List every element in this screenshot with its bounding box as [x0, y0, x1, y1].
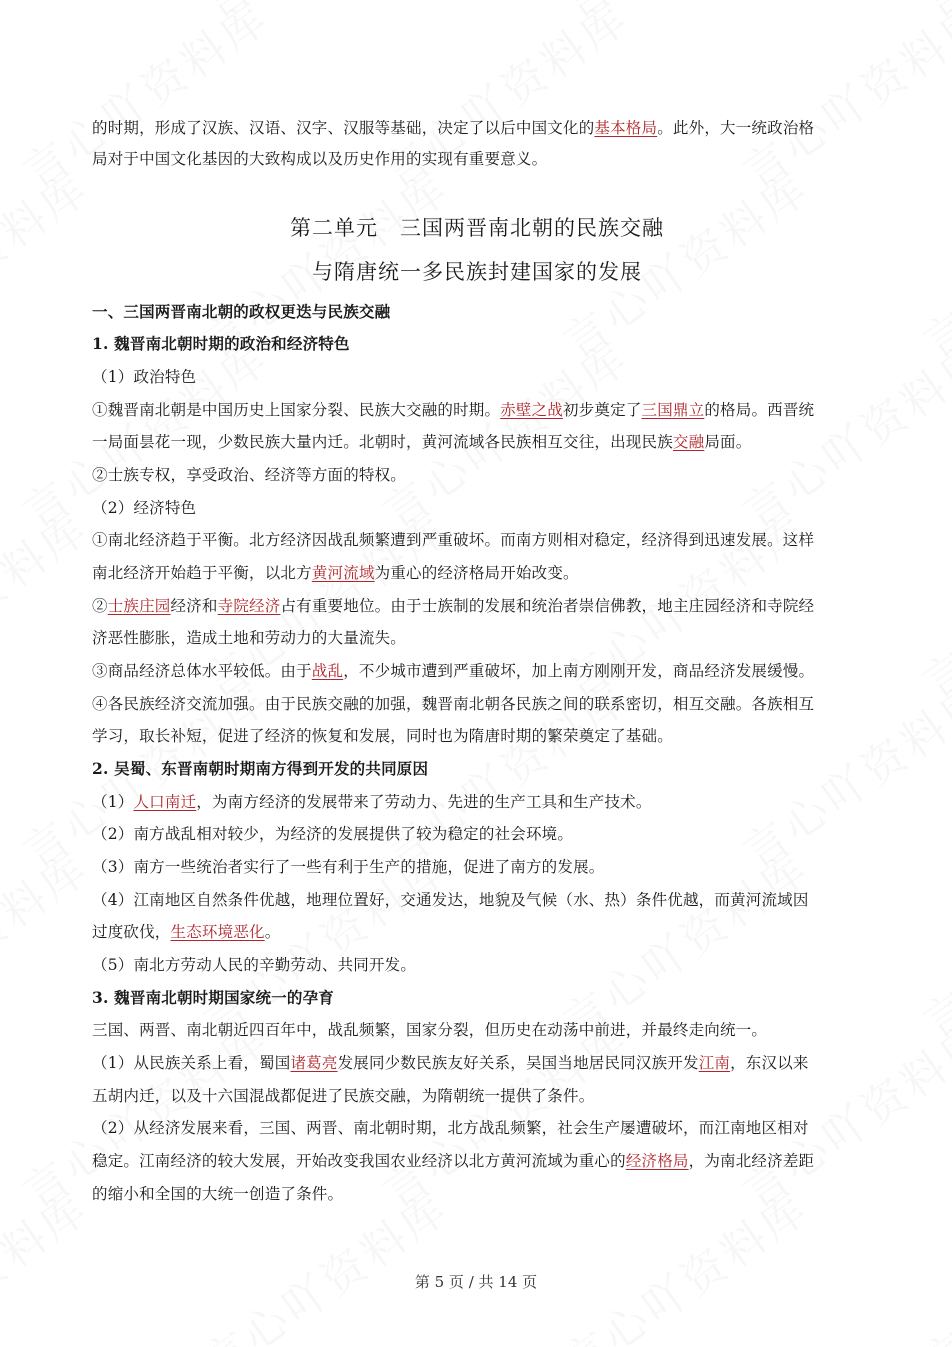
body-text: （5）南北方劳动人民的辛勤劳动、共同开发。 [92, 956, 417, 974]
economic-p2-line-1 [92, 596, 814, 616]
watermark-text [0, 493, 100, 711]
unification-item-2-line-2 [92, 1151, 814, 1171]
watermark-text [908, 153, 952, 371]
political-p1-line-2 [92, 432, 751, 452]
political-heading: （1）政治特色 [92, 368, 197, 386]
economic-p4-line-1 [92, 694, 814, 714]
watermark-text [728, 1343, 952, 1347]
body-text: 经济和 [170, 597, 218, 615]
key-term-highlight: 寺院经济 [217, 597, 281, 615]
watermark-text [8, 1343, 281, 1347]
economic-p2-line-2 [92, 628, 406, 648]
economic-p3 [92, 661, 814, 681]
unification-item-1-line-1 [92, 1053, 809, 1073]
intro-line-1 [92, 118, 814, 138]
body-text: ，东汉以来 [730, 1054, 809, 1072]
body-text: 初步奠定了 [563, 401, 642, 419]
unification-item-1-line-2 [92, 1086, 594, 1106]
watermark-text [8, 0, 281, 201]
reason-item-1 [92, 792, 652, 812]
watermark-text [368, 1343, 641, 1347]
body-text: 三国、两晋、南北朝近四百年中，战乱频繁，国家分裂，但历史在动荡中前进，并最终走向统一。 [92, 1021, 768, 1039]
watermark-text [368, 0, 641, 201]
body-text: ④各民族经济交流加强。由于民族交融的加强，魏晋南北朝各民族之间的联系密切，相互交融。各族相互 [92, 695, 815, 713]
body-text: 局对于中国文化基因的大致构成以及历史作用的实现有重要意义。 [92, 150, 548, 168]
body-text: 的时期，形成了汉族、汉语、汉字、汉服等基础，决定了以后中国文化的 [92, 119, 595, 137]
key-term-highlight: 基本格局 [594, 119, 658, 137]
watermark-text [0, 1173, 100, 1347]
unification-item-2-line-3 [92, 1184, 343, 1204]
unification-intro [92, 1020, 767, 1040]
watermark-text [188, 0, 461, 31]
intro-line-2 [92, 149, 547, 169]
body-text: 南北经济开始趋于平衡，以北方 [92, 564, 312, 582]
key-term-highlight: 诸葛亮 [290, 1054, 338, 1072]
unit-title-line-1: 第二单元 三国两晋南北朝的民族交融 [290, 216, 664, 240]
key-term-highlight: 士族庄园 [107, 597, 171, 615]
key-term-highlight: 生态环境恶化 [170, 923, 265, 941]
body-text: 占有重要地位。由于士族制的发展和统治者崇信佛教，地主庄园经济和寺院经 [280, 597, 815, 615]
economic-p1-line-2 [92, 563, 579, 583]
body-text: 一局面昙花一现，少数民族大量内迁。北朝时，黄河流域各民族相互交往，出现民族 [92, 433, 673, 451]
body-text: ，为南方经济的发展带来了劳动力、先进的生产工具和生产技术。 [196, 793, 652, 811]
body-text: 的缩小和全国的大统一创造了条件。 [92, 1185, 344, 1203]
subsection-heading-3: 3. 魏晋南北朝时期国家统一的孕育 [92, 988, 334, 1007]
body-text: 。此外，大一统政治格 [657, 119, 815, 137]
reason-item-3 [92, 857, 604, 877]
economic-heading: （2）经济特色 [92, 499, 197, 517]
economic-p4-line-2 [92, 726, 673, 746]
key-term-highlight: 黄河流域 [311, 564, 375, 582]
unit-title-line-2: 与隋唐统一多民族封建国家的发展 [312, 260, 642, 284]
reason-item-4-line-1 [92, 890, 809, 910]
watermark-text [548, 1173, 821, 1347]
body-text: 。 [264, 923, 281, 941]
watermark-text [728, 323, 952, 541]
body-text: 为重心的经济格局开始改变。 [374, 564, 579, 582]
political-p2 [92, 465, 406, 485]
body-text: 过度砍伐， [92, 923, 171, 941]
watermark-text [908, 1173, 952, 1347]
body-text: ，不少城市遭到严重破坏，加上南方刚刚开发，商品经济发展缓慢。 [343, 662, 815, 680]
body-text: （1）从民族关系上看，蜀国 [92, 1054, 291, 1072]
watermark-text [908, 493, 952, 711]
body-text: ，为南北经济差距 [688, 1152, 815, 1170]
reason-item-5 [92, 955, 416, 975]
subsection-heading-2: 2. 吴蜀、东晋南朝时期南方得到开发的共同原因 [92, 759, 429, 778]
watermark-text [0, 153, 100, 371]
key-term-highlight: 战乱 [311, 662, 344, 680]
key-term-highlight: 江南 [698, 1054, 731, 1072]
body-text: ②士族专权，享受政治、经济等方面的特权。 [92, 466, 407, 484]
body-text: （4）江南地区自然条件优越，地理位置好，交通发达，地貌及气候（水、热）条件优越，而黄河流域因 [92, 891, 809, 909]
body-text: 的格局。西晋统 [704, 401, 815, 419]
body-text: ③商品经济总体水平较低。由于 [92, 662, 312, 680]
section-heading: 一、三国两晋南北朝的政权更迭与民族交融 [92, 302, 391, 321]
body-text: （1） [92, 793, 134, 811]
watermark-text [548, 0, 821, 31]
political-p1-line-1 [92, 400, 814, 420]
watermark-text [0, 0, 100, 31]
body-text: 局面。 [704, 433, 752, 451]
body-text: （2）南方战乱相对较少，为经济的发展提供了较为稳定的社会环境。 [92, 825, 574, 843]
watermark-text [728, 0, 952, 201]
economic-p1-line-1 [92, 530, 814, 550]
watermark-text [908, 833, 952, 1051]
body-text: 济恶性膨胀，造成土地和劳动力的大量流失。 [92, 629, 407, 647]
subsection-heading-1: 1. 魏晋南北朝时期的政治和经济特色 [92, 334, 350, 353]
key-term-highlight: 人口南迁 [133, 793, 197, 811]
body-text: （3）南方一些统治者实行了一些有利于生产的措施，促进了南方的发展。 [92, 858, 605, 876]
reason-item-2 [92, 824, 573, 844]
watermark-text [0, 833, 100, 1051]
unification-item-2-line-1 [92, 1118, 809, 1138]
page-number-footer: 第 5 页 / 共 14 页 [414, 1273, 538, 1291]
key-term-highlight: 交融 [672, 433, 705, 451]
watermark-text [908, 0, 952, 31]
body-text: 发展同少数民族友好关系，吴国当地居民同汉族开发 [337, 1054, 699, 1072]
body-text: （2）从经济发展来看，三国、两晋、南北朝时期，北方战乱频繁，社会生产屡遭破坏，而江南地区相对 [92, 1119, 809, 1137]
body-text: ①魏晋南北朝是中国历史上国家分裂、民族大交融的时期。 [92, 401, 501, 419]
key-term-highlight: 赤壁之战 [500, 401, 564, 419]
key-term-highlight: 三国鼎立 [641, 401, 705, 419]
body-text: ①南北经济趋于平衡。北方经济因战乱频繁遭到严重破坏。而南方则相对稳定，经济得到迅速发展。这样 [92, 531, 815, 549]
body-text: 五胡内迁，以及十六国混战都促进了民族交融，为隋朝统一提供了条件。 [92, 1087, 595, 1105]
body-text: 学习，取长补短，促进了经济的恢复和发展，同时也为隋唐时期的繁荣奠定了基础。 [92, 727, 673, 745]
reason-item-4-line-2 [92, 922, 280, 942]
body-text: 稳定。江南经济的较大发展，开始改变我国农业经济以北方黄河流域为重心的 [92, 1152, 626, 1170]
body-text: ② [92, 597, 108, 615]
key-term-highlight: 经济格局 [625, 1152, 689, 1170]
